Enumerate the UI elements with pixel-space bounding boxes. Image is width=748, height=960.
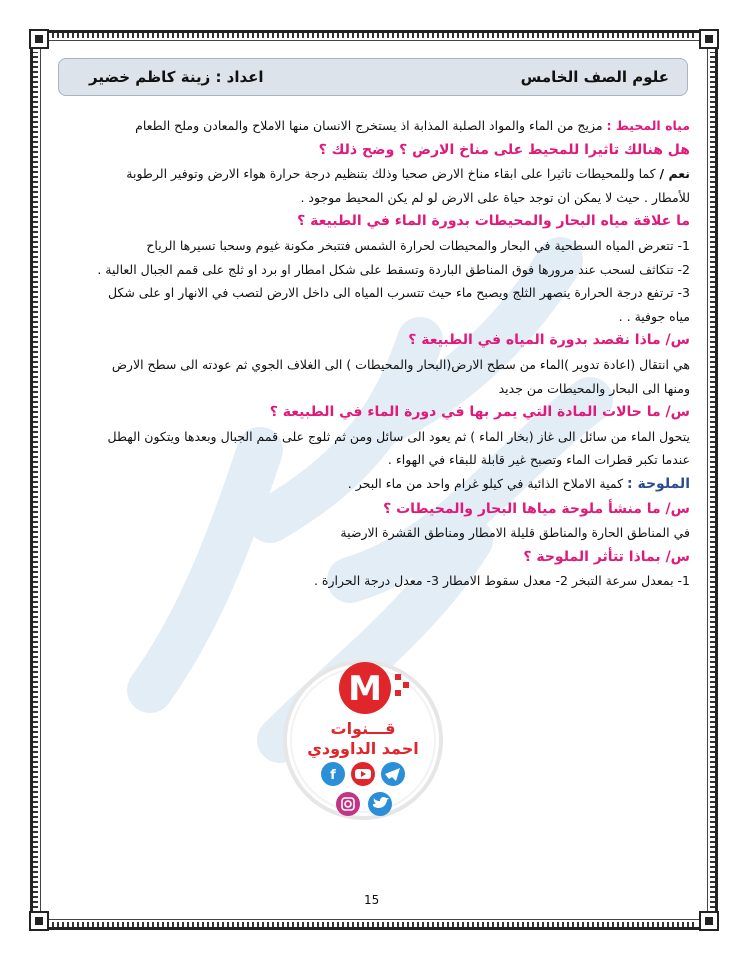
subject-title: علوم الصف الخامس <box>520 68 669 86</box>
border-band-bottom <box>52 922 696 927</box>
lesson-content <box>52 114 696 593</box>
logo-channel-name: احمد الداوودي <box>307 739 419 758</box>
svg-text:M: M <box>348 669 382 709</box>
answer-line: 1- بمعدل سرعة التبخر 2- معدل سقوط الامطار 3- معدل درجة الحرارة . <box>313 573 690 589</box>
border-band-right <box>710 52 715 908</box>
answer-line: 2- تتكاثف لسحب عند مرورها فوق المناطق الباردة وتسقط على شكل امطار او برد او ثلج على قمم الجبال العالية . <box>97 261 690 277</box>
page-number: 15 <box>364 893 380 907</box>
author-credit: اعداد : زينة كاظم خضير <box>89 68 264 86</box>
corner-ornament-icon <box>698 910 720 932</box>
corner-ornament-icon <box>28 910 50 932</box>
answer-line: عندما تكبر قطرات الماء وتصبح غير قابلة للبقاء في الهواء . <box>387 452 690 468</box>
twitter-icon[interactable] <box>368 792 392 816</box>
facebook-icon[interactable] <box>321 762 345 786</box>
question-heading: س/ ما منشأ ملوحة مياها البحار والمحيطات ؟ <box>383 500 690 517</box>
answer-line: نعم / كما وللمحيطات تاثيرا على ابقاء مناخ الارض صحيا وذلك بتنظيم درجة حرارة هواء الارض وتوفير الرطوبة <box>126 166 690 182</box>
answer-line: ومنها الى البحار والمحيطات من جديد <box>498 380 690 396</box>
answer-line: 1- تتعرض المياه السطحية في البحار والمحيطات لحرارة الشمس فتتبخر مكونة غيوم وسحبا تسيرها الرياح <box>146 237 690 253</box>
instagram-icon[interactable] <box>336 792 360 816</box>
svg-text:f: f <box>330 768 336 783</box>
question-heading: ما علاقة مياه البحار والمحيطات بدورة الماء في الطبيعة ؟ <box>297 213 690 230</box>
border-band-top <box>52 33 696 38</box>
corner-ornament-icon <box>698 28 720 50</box>
line-definition-ocean-water: مياه المحيط : مزيج من الماء والمواد الصلبة المذابة اذ يستخرج الانسان منها الاملاح والمعادن وملح الطعام <box>135 118 690 133</box>
answer-line: في المناطق الحارة والمناطق قليلة الامطار ومناطق القشرة الارضية <box>340 525 690 541</box>
answer-line: للأمطار . حيث لا يمكن ان توجد حياة على الارض لو لم يكن المحيط موجود . <box>300 189 690 205</box>
line-definition-salinity: الملوحة : كمية الاملاح الذائبة في كيلو غرام واحد من ماء البحر . <box>347 475 690 492</box>
logo-channel-word: قـــنوات <box>330 719 396 738</box>
question-heading: س/ ماذا نقصد بدورة المياه في الطبيعة ؟ <box>408 332 690 349</box>
answer-line: 3- ترتفع درجة الحرارة ينصهر الثلج ويصبح ماء حيث تتسرب المياه الى داخل الارض لتصب في الانهار او على شكل <box>107 285 690 301</box>
corner-ornament-icon <box>28 28 50 50</box>
youtube-icon[interactable] <box>351 762 375 786</box>
channel-logo <box>283 640 443 840</box>
answer-line: يتحول الماء من سائل الى غاز (بخار الماء ) ثم يعود الى سائل ومن ثم ثلوج على قمم الجبال وبعدها ويتكون الهطل <box>107 428 690 444</box>
border-band-left <box>33 52 38 908</box>
answer-line: هي انتقال (اعادة تدوير )الماء من سطح الارض(البحار والمحيطات ) الى الغلاف الجوي ثم عودته الى سطح الارض <box>111 356 690 372</box>
question-heading: س/ ما حالات المادة التي يمر بها في دورة الماء في الطبيعة ؟ <box>269 404 690 421</box>
question-heading: هل هنالك تاثيرا للمحيط على مناخ الارض ؟ وضح ذلك ؟ <box>318 141 690 158</box>
page-header <box>58 58 688 96</box>
question-heading: س/ بماذا تتأثر الملوحة ؟ <box>523 548 690 565</box>
telegram-icon[interactable] <box>381 762 405 786</box>
answer-line: مياه جوفية . . <box>618 308 690 324</box>
